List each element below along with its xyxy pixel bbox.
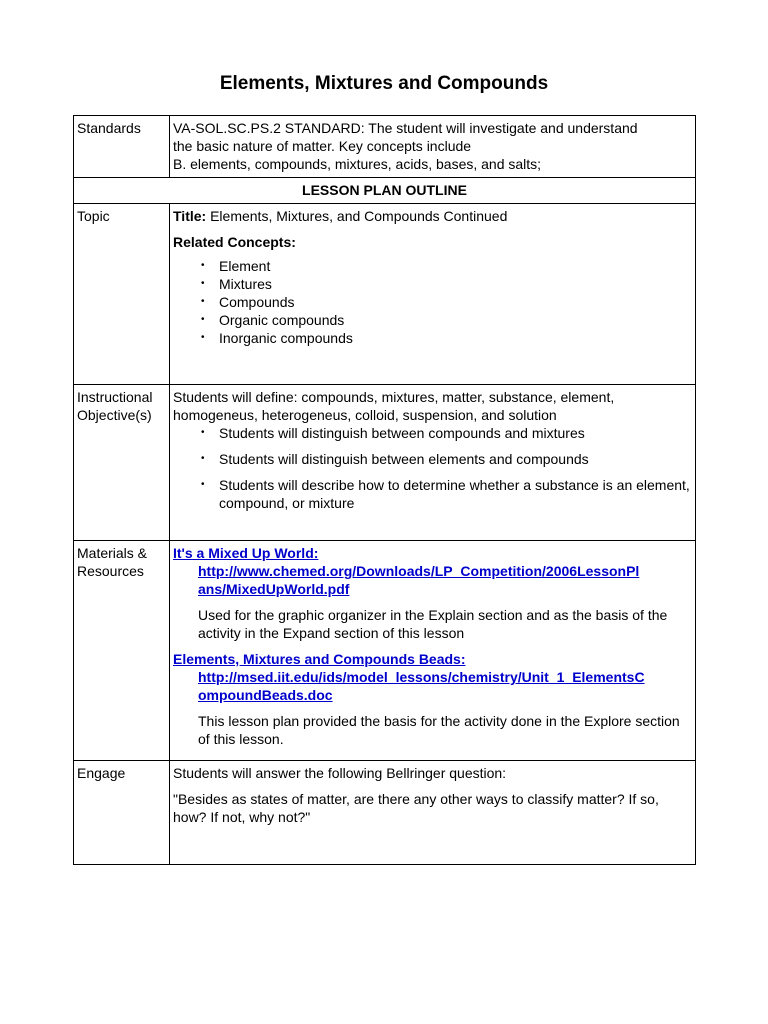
- materials-label-line: Materials &: [77, 545, 148, 561]
- msed-url-link[interactable]: ompoundBeads.doc: [198, 687, 333, 703]
- objectives-label: [74, 385, 170, 541]
- materials-label: [74, 541, 170, 761]
- list-item: • Mixtures: [173, 275, 692, 293]
- beads-link[interactable]: Elements, Mixtures and Compounds Beads:: [173, 651, 466, 667]
- engage-intro: Students will answer the following Bellringer question:: [173, 765, 507, 781]
- outline-header: LESSON PLAN OUTLINE: [74, 178, 696, 204]
- objectives-label-line: Objective(s): [77, 407, 152, 423]
- standards-line: VA-SOL.SC.PS.2 STANDARD: The student will investigate and understand: [173, 120, 638, 136]
- resource-note: Used for the graphic organizer in the Explain section and as the basis of the activity in the Expand section of this lesson: [198, 607, 668, 641]
- list-item: • Element: [173, 257, 692, 275]
- resource-note: This lesson plan provided the basis for the activity done in the Explore section of this lesson.: [198, 713, 680, 747]
- topic-row: [74, 204, 696, 385]
- list-item: • Compounds: [173, 293, 692, 311]
- objectives-list: [173, 424, 692, 512]
- topic-label: Topic: [74, 204, 170, 385]
- materials-content: [170, 541, 696, 761]
- list-item: • Students will describe how to determine whether a substance is an element, compound, or mixture: [173, 476, 692, 512]
- list-item: • Students will distinguish between elements and compounds: [173, 450, 692, 468]
- objectives-row: [74, 385, 696, 541]
- outline-row: [74, 178, 696, 204]
- topic-title: [173, 207, 692, 225]
- objectives-content: [170, 385, 696, 541]
- standards-label: Standards: [74, 116, 170, 178]
- title-label: Title:: [173, 208, 207, 224]
- materials-label-line: Resources: [77, 563, 144, 579]
- objectives-intro: homogeneus, heterogeneus, colloid, suspension, and solution: [173, 407, 557, 423]
- chemed-url-link[interactable]: ans/MixedUpWorld.pdf: [198, 581, 350, 597]
- list-item: • Organic compounds: [173, 311, 692, 329]
- bellringer-question: "Besides as states of matter, are there any other ways to classify matter? If so, how? If not, why not?": [173, 791, 659, 825]
- standards-line: B. elements, compounds, mixtures, acids, bases, and salts;: [173, 156, 542, 172]
- objectives-intro: Students will define: compounds, mixtures, matter, substance, element,: [173, 389, 615, 405]
- document-title: Elements, Mixtures and Compounds: [219, 73, 549, 94]
- concepts-list: [173, 257, 692, 347]
- materials-row: [74, 541, 696, 761]
- topic-content: [170, 204, 696, 385]
- title-value: Elements, Mixtures, and Compounds Continued: [206, 208, 508, 224]
- engage-content: [170, 761, 696, 865]
- standards-line: the basic nature of matter. Key concepts include: [173, 138, 472, 154]
- chemed-url-link[interactable]: http://www.chemed.org/Downloads/LP_Competition/2006LessonPl: [198, 563, 640, 579]
- engage-row: [74, 761, 696, 865]
- mixed-up-world-link[interactable]: It's a Mixed Up World:: [173, 545, 319, 561]
- engage-label: Engage: [74, 761, 170, 865]
- msed-url-link[interactable]: http://msed.iit.edu/ids/model_lessons/chemistry/Unit_1_ElementsC: [198, 669, 645, 685]
- standards-row: [74, 116, 696, 178]
- related-concepts-label: Related Concepts:: [173, 234, 296, 250]
- standards-content: [170, 116, 696, 178]
- list-item: • Students will distinguish between compounds and mixtures: [173, 424, 692, 442]
- list-item: • Inorganic compounds: [173, 329, 692, 347]
- objectives-label-line: Instructional: [77, 389, 153, 405]
- lesson-plan-table: [73, 115, 696, 865]
